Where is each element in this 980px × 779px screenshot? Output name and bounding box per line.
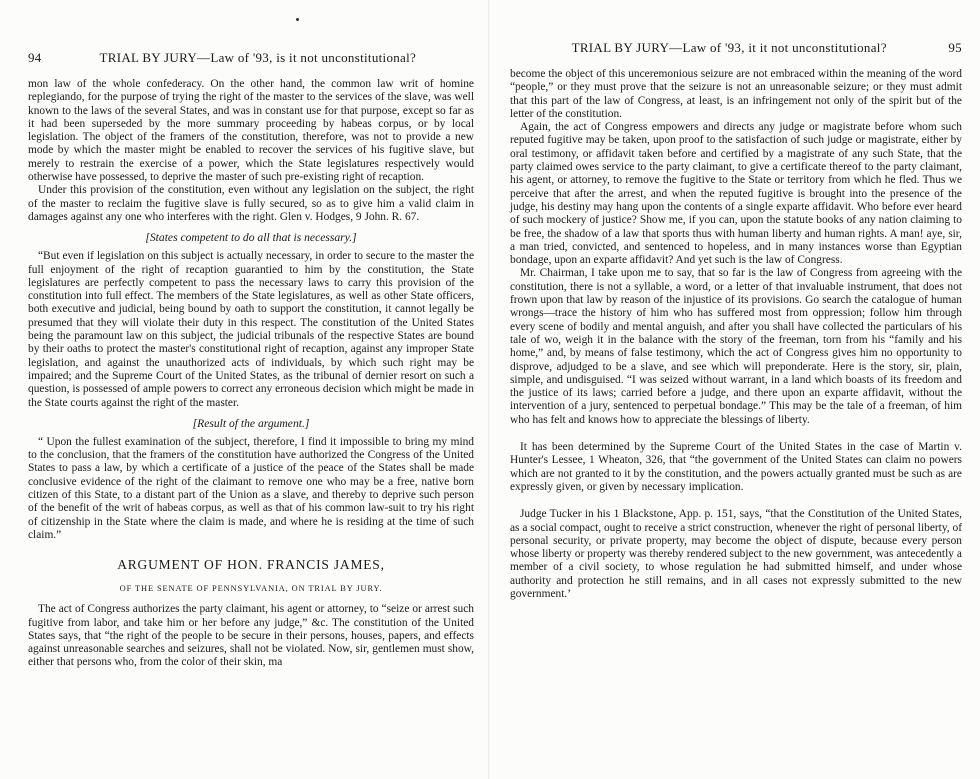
right-page-number: 95 (948, 40, 962, 55)
speck-mark (296, 18, 299, 21)
left-paragraph-2: Under this provision of the constitution, even without any legislation on the subject, the right of the master to reclaim the fugitive slave is fully secured, so as to give him a valid claim in damages against any one who interferes with the right. Glen v. Hodges, 9 John. R. 67. (28, 184, 474, 223)
right-page (490, 0, 980, 779)
right-paragraph-2: Again, the act of Congress empowers and directs any judge or magistrate before whom such reputed fugitive may be taken, upon proof to the satisfaction of such judge or magistrate, either by oral testimony, or affidavit taken before and certified by a magistrate of any such State, that the party claimed owes service to the party claimant, to give a certificate thereof to the party claimant, his agent, or attorney, to remove the fugitive to the State or territory from which he fled. Thus we perceive that after the arrest, and when the reputed fugitive is brought into the presence of the judge, his destiny may hang upon the contents of a single exparte affidavit. Who before ever heard of such mockery of justice? Show me, if you can, upon the statute books of any nation claiming to be free, the shadow of a law that sports thus with human liberty and human rights. A man! aye, sir, a man tried, convicted, and sentenced to hopeless, and in many instances worse than Egyptian bondage, upon an exparte affidavit? And yet such is the law of Congress. (510, 121, 962, 267)
argument-subheading: OF THE SENATE OF PENNSYLVANIA, ON TRIAL BY JURY. (119, 584, 383, 594)
left-sidenote-states-competent: [States competent to do all that is necessary.] (145, 231, 357, 245)
left-running-head (28, 50, 474, 66)
right-paragraph-5: Judge Tucker in his 1 Blackstone, App. p. 151, says, “that the Constitution of the United States, as a social compact, ought to receive a strict construction, whenever the right of personal liberty, of personal security, or private property, may become the object of dispute, because every person whose liberty or property was thereby rendered subject to the new government, was antecedently a member of a civil society, to whose regulation he had submitted himself, and under whose authority and protection he still remains, and in all cases not expressly submitted to the new government.’ (510, 508, 962, 600)
left-paragraph-5: The act of Congress authorizes the party claimant, his agent or attorney, to “seize or arrest such fugitive from labor, and take him or her before any judge,” &c. The constitution of the United States says, that “the right of the people to be secure in their persons, houses, papers, and effects against unreasonable searches and seizures, shall not be violated. Now, sir, gentlemen must show, either that persons who, from the color of their skin, ma (28, 603, 474, 669)
left-paragraph-4: “ Upon the fullest examination of the subject, therefore, I find it impossible to bring my mind to the conclusion, that the framers of the constitution have authorized the Congress of the United States to pass a law, by which a certificate of a justice of the peace of the States shall be made conclusive evidence of the right of the claimant to remove one who may be a free, native born citizen of this State, to a distant part of the Union as a slave, and thereby to deprive such person of the benefit of the writ of habeas corpus, as well as that of his common law-suit to try his right of citizenship in the State where the claim is made, and where he is residing at the time of such claim.” (28, 435, 474, 541)
argument-heading: ARGUMENT OF HON. FRANCIS JAMES, (117, 557, 385, 573)
right-paragraph-1: become the object of this unceremonious seizure are not embraced within the meaning of the word “people,” or they must prove that the seizure is not an unreasonable seizure; or they must admit that this part of the law of Congress, at least, is an infringement not only of the spirit but of the letter of the constitution. (510, 68, 962, 120)
left-sidenote-result: [Result of the argument.] (192, 416, 310, 430)
right-paragraph-3: Mr. Chairman, I take upon me to say, that so far is the law of Congress from agreeing with the constitution, there is not a syllable, a word, or a letter of that invaluable instrument, that does not frown upon that law by reason of the injustice of its provisions. Go search the catalogue of human wrongs—trace the history of him who has suffered most from oppression; follow him through every scene of bodily and mental anguish, and after you shall have collected the particulars of his tale of wo, weigh it in the balance with the story of the freeman, torn from his “family and his home,” and, by means of false testimony, which the act of Congress gives him no opportunity to disprove, adjudged to be a slave, and see which will preponderate. Here is the story, sir, plain, simple, and undisguised. “I was seized without warrant, in a land which boasts of its freedom and the justice of its laws; carried before a judge, and there upon an exparte affidavit, without the intervention of a jury, sentenced to perpetual bondage.” This may be the tale of a freeman, of him who has felt and knows how to appreciate the blessings of liberty. (510, 267, 962, 426)
paragraph-gap (510, 494, 962, 508)
right-running-head (510, 40, 962, 56)
left-paragraph-1: mon law of the whole confederacy. On the other hand, the common law writ of homine replegiando, for the purpose of trying the right of the master to the services of the slave, was well known to the laws of the several States, and was in constant use for that purpose, except so far as it had been superseded by the more summary proceeding by habeas corpus, or by local legislation. The object of the framers of the constitution, therefore, was not to provide a new mode by which the master might be enabled to recover the services of his fugitive slave, but merely to restrain the exercise of a power, which the State legislatures respectively would otherwise have possessed, to deprive the master of such pre-existing right of recaption. (28, 78, 474, 184)
paragraph-gap (510, 427, 962, 441)
left-running-title: TRIAL BY JURY—Law of '93, is it not unconstitutional? (99, 50, 417, 65)
left-paragraph-3: “But even if legislation on this subject is actually necessary, in order to secure to the master the full enjoyment of the right of recaption guarantied to him by the constitution, the State legislatures are perfectly competent to pass the necessary laws to carry this provision of the constitution into full effect. The members of the State legislatures, as well as other State officers, both executive and judicial, being bound by oath to support the constitution, it cannot legally be presumed that they will violate their duty in this respect. The constitution of the United States being the paramount law on this subject, the judicial tribunals of the respective States are bound by their oaths to protect the master's constitutional right of recaption, against any improper State legislation, and against the unauthorized acts of individuals, by which such right may be impaired; and the Supreme Court of the United States, as the tribunal of dernier resort on such a question, is possessed of ample powers to correct any erroneous decision which might be made in the State courts against the right of the master. (28, 250, 474, 409)
left-page-number: 94 (28, 50, 42, 65)
right-paragraph-4: It has been determined by the Supreme Court of the United States in the case of Martin v. Hunter's Lessee, 1 Wheaton, 326, that “the government of the United States can claim no powers which are not granted to it by the constitution, and the powers actually granted must be such as are expressly given, or given by necessary implication. (510, 441, 962, 493)
right-running-title: TRIAL BY JURY—Law of '93, it it not unconstitutional? (571, 40, 887, 55)
